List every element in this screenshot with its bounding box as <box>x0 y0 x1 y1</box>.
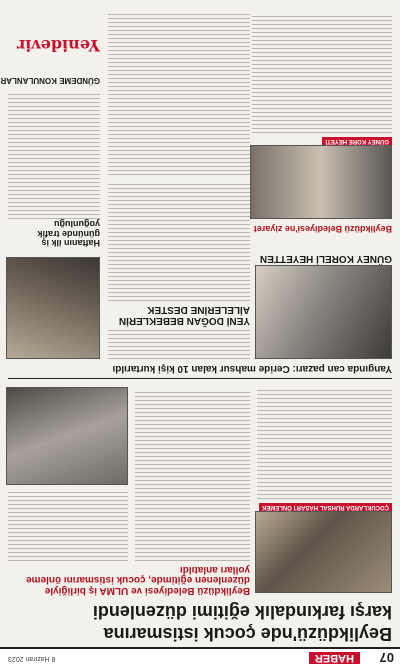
lead-body-text-col-1 <box>257 389 392 499</box>
korea-deck: Beylikdüzü Belediyesi'ne ziyaret <box>253 224 392 234</box>
masthead-logo: Yenidevir <box>16 36 100 55</box>
lead-body-text-col-3 <box>8 491 128 561</box>
korea-body-text <box>252 13 392 133</box>
lead-body-text-col-2 <box>135 389 250 561</box>
newborn-body-text <box>108 181 250 301</box>
traffic-column-headline: Haftanın ilk iş gününde trafik yoğunluğu <box>37 219 100 248</box>
section-label: HABER <box>309 652 360 664</box>
korea-caption-box: GÜNEY KORE HEYETİ <box>322 137 392 145</box>
photo-caption-box: ÇOCUKLARDA RUHSAL HASAR'I ÖNLEMEK <box>259 503 392 511</box>
page-header-bar <box>0 647 400 665</box>
main-headline-line-1: Beylikdüzü'nde çocuk istismarına <box>103 624 392 644</box>
fire-photo <box>255 265 392 359</box>
traffic-column-text <box>8 91 100 219</box>
newborn-support-headline: YENİ DOĞAN BEBEKLERİN AİLELERİNE DESTEK <box>118 304 250 326</box>
column-section-header: GÜNDEME KONULANLAR <box>0 76 100 85</box>
issue-date: 8 Haziran 2023 <box>8 655 56 662</box>
fire-body-text <box>108 327 250 359</box>
main-headline-line-2: karşı farkındalık eğitimi düzenlendi <box>92 602 392 622</box>
column-photo <box>6 257 100 359</box>
secondary-photo <box>6 387 128 485</box>
korea-headline: GÜNEY KORELİ HEYETTEN <box>259 253 392 264</box>
lower-body-text <box>108 13 250 175</box>
lead-photo <box>255 511 392 593</box>
korea-photo <box>250 145 392 219</box>
market-fire-headline: Yangında can pazarı: Ceride mahsur kalan 10 kişi kurtarıldı <box>112 363 392 374</box>
divider <box>8 378 392 379</box>
main-deck: Beylikdüzü Belediyesi ve ULMA iş birliğiyle düzenlenen eğitimde, çocuk istismarını önleme yolları anlatıldı <box>26 564 250 596</box>
page-number: 07 <box>379 650 394 665</box>
